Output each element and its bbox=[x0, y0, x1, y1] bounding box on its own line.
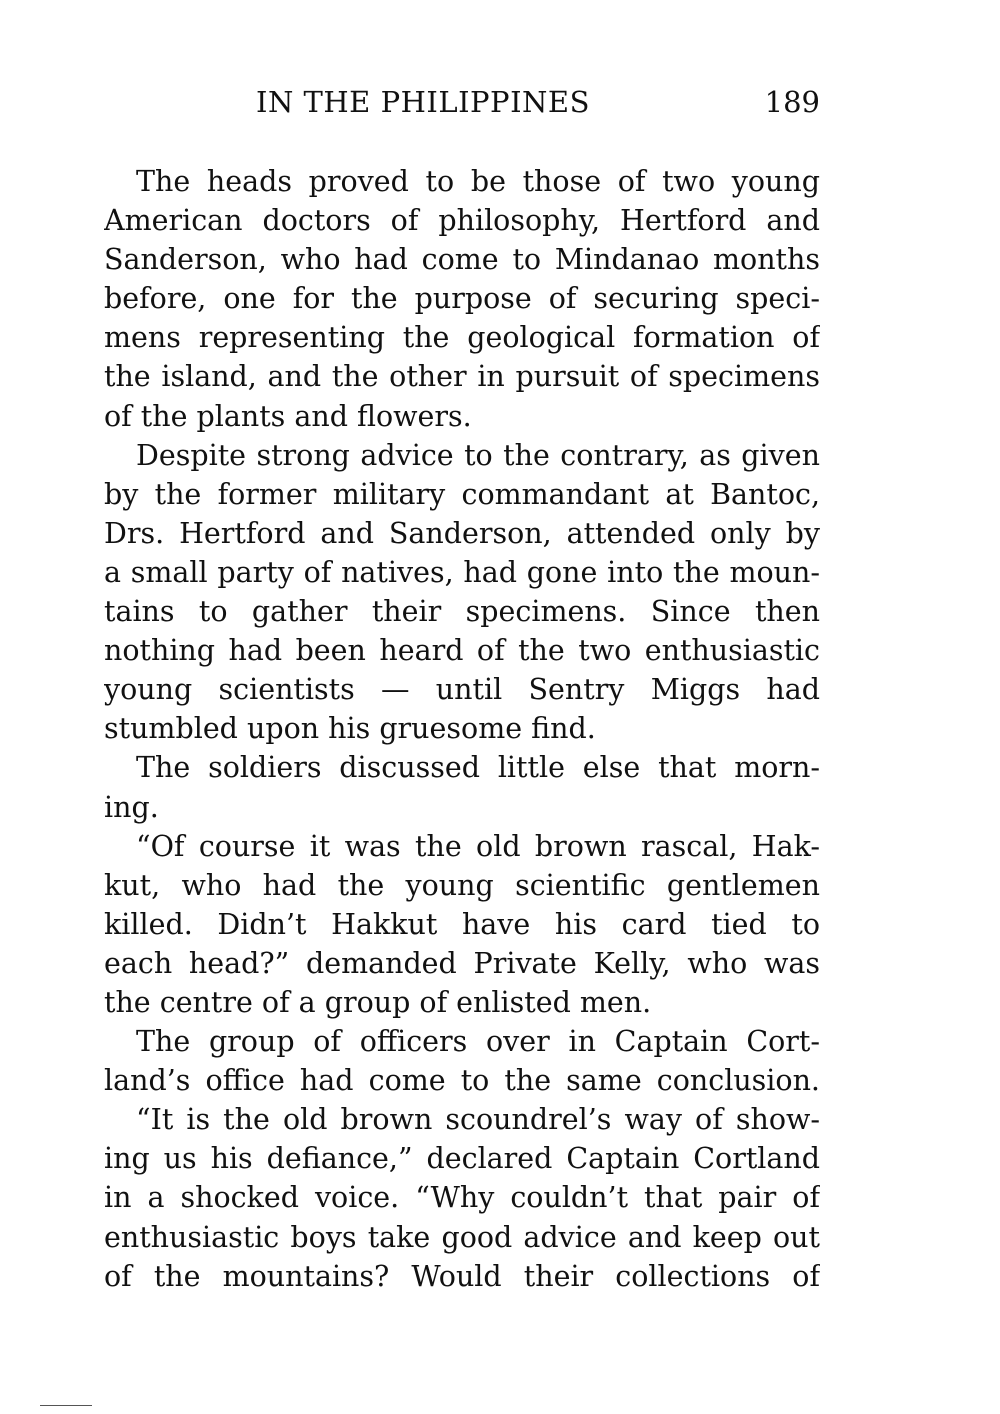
running-title: IN THE PHILIPPINES bbox=[256, 85, 590, 119]
text-line: Drs. Hertford and Sanderson, attended only by bbox=[104, 516, 820, 550]
text-line: “It is the old brown scoundrel’s way of show- bbox=[136, 1103, 820, 1137]
text-line: The heads proved to be those of two young bbox=[136, 165, 820, 198]
text-line: the island, and the other in pursuit of specimens bbox=[104, 360, 820, 394]
text-line: by the former military commandant at Bantoc, bbox=[104, 477, 820, 511]
text-line: young scientists — until Sentry Miggs had bbox=[104, 673, 820, 707]
text-line: in a shocked voice. “Why couldn’t that pair of bbox=[104, 1181, 820, 1215]
text-line: nothing had been heard of the two enthusiastic bbox=[104, 634, 820, 668]
text-line: enthusiastic boys take good advice and keep out bbox=[104, 1220, 820, 1254]
page-number: 189 bbox=[764, 85, 820, 119]
text-line: kut, who had the young scientific gentlemen bbox=[104, 868, 820, 902]
text-line: “Of course it was the old brown rascal, Hak- bbox=[136, 829, 820, 863]
text-line: The soldiers discussed little else that morn- bbox=[136, 751, 820, 785]
text-line: Despite strong advice to the contrary, as given bbox=[136, 438, 820, 472]
text-line: of the plants and flowers. bbox=[104, 399, 472, 433]
text-line: Sanderson, who had come to Mindanao months bbox=[104, 243, 820, 277]
text-line: before, one for the purpose of securing speci- bbox=[104, 282, 820, 316]
text-line: ing. bbox=[104, 790, 159, 824]
text-line: killed. Didn’t Hakkut have his card tied to bbox=[104, 907, 820, 941]
text-line: ing us his defiance,” declared Captain Cortland bbox=[104, 1142, 820, 1176]
text-line: The group of officers over in Captain Cort- bbox=[136, 1025, 820, 1059]
body-text bbox=[104, 162, 820, 1296]
text-line: each head?” demanded Private Kelly, who was bbox=[104, 946, 820, 980]
text-line: stumbled upon his gruesome find. bbox=[104, 712, 596, 746]
text-line: mens representing the geological formation of bbox=[104, 321, 820, 355]
text-line: land’s office had come to the same conclusion. bbox=[104, 1064, 820, 1098]
page-header bbox=[104, 82, 820, 122]
text-line: tains to gather their specimens. Since then bbox=[104, 595, 820, 629]
text-line: a small party of natives, had gone into the moun- bbox=[104, 555, 820, 589]
footer-rule bbox=[40, 1405, 92, 1406]
text-line: American doctors of philosophy, Hertford and bbox=[104, 204, 820, 238]
text-line: of the mountains? Would their collections of bbox=[104, 1259, 820, 1293]
text-line: the centre of a group of enlisted men. bbox=[104, 985, 652, 1019]
